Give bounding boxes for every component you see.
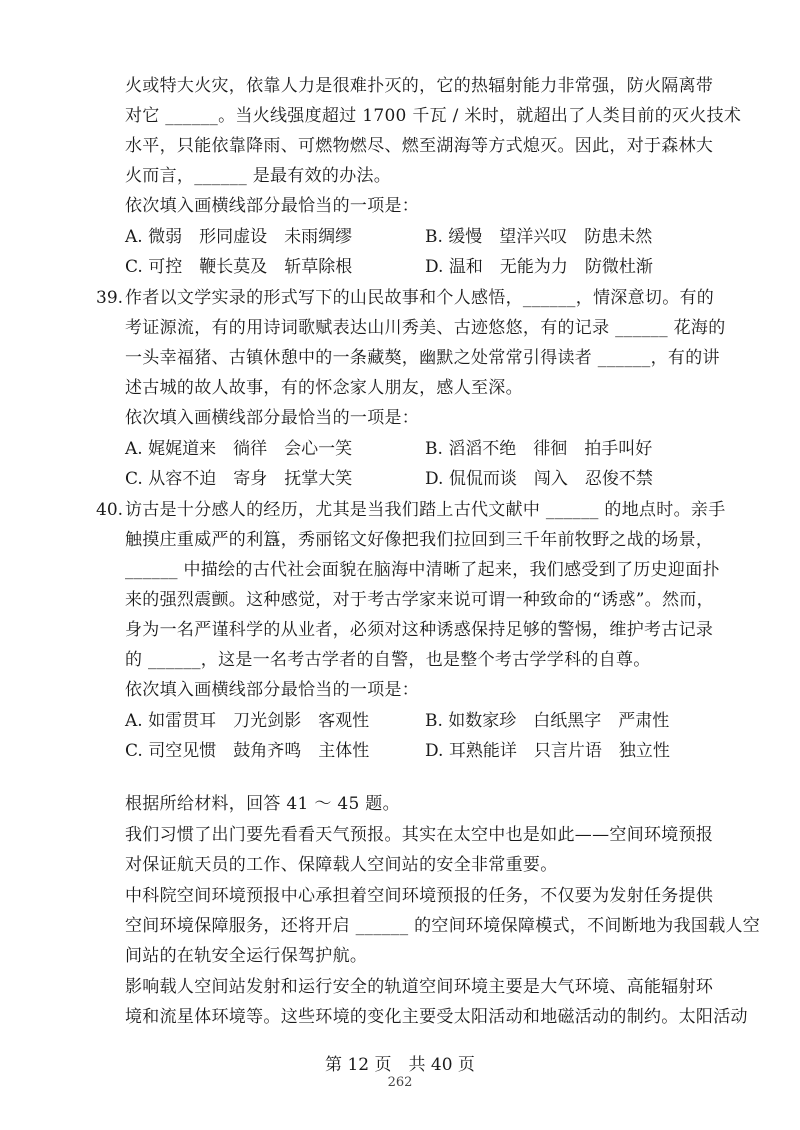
q40-text-line-3: ______ 中描绘的古代社会面貌在脑海中清晰了起来，我们感受到了历史迎面扑 [125, 560, 720, 580]
material-paragraph-1-line-2: 对保证航天员的工作、保障载人空间站的安全非常重要。 [125, 855, 558, 875]
material-paragraph-3-line-2: 境和流星体环境等。这些环境的变化主要受太阳活动和地磁活动的制约。太阳活动 [125, 1007, 748, 1027]
material-paragraph-2-line-3: 间站的在轨安全运行保驾护航。 [125, 946, 368, 966]
q40-option-b: B. 如数家珍 白纸黑字 严肃性 [425, 711, 670, 731]
q40-option-a: A. 如雷贯耳 刀光剑影 客观性 [125, 711, 370, 731]
q38-prompt: 依次填入画横线部分最恰当的一项是： [125, 196, 420, 216]
q39-option-c: C. 从容不迫 寄身 抚掌大笑 [125, 469, 353, 489]
material-paragraph-2-line-2: 空间环境保障服务，还将开启 ______ 的空间环境保障模式，不间断地为我国载人空 [125, 916, 761, 936]
material-paragraph-2-line-1: 中科院空间环境预报中心承担着空间环境预报的任务，不仅要为发射任务提供 [125, 886, 714, 906]
q39-text-line-2: 考证源流，有的用诗词歌赋表达山川秀美、古迹悠悠，有的记录 ______ 花海的 [125, 318, 726, 338]
q40-option-c: C. 司空见惯 鼓角齐鸣 主体性 [125, 741, 370, 761]
q40-text-line-2: 触摸庄重威严的利簋，秀丽铭文好像把我们拉回到三千年前牧野之战的场景， [125, 530, 714, 550]
material-heading: 根据所给材料，回答 41 ～ 45 题。 [125, 794, 400, 814]
q38-text-line-1: 火或特大火灾，依靠人力是很难扑灭的，它的热辐射能力非常强，防火隔离带 [125, 76, 714, 96]
q40-text-line-1: 访古是十分感人的经历，尤其是当我们踏上古代文献中 ______ 的地点时。亲手 [125, 500, 726, 520]
q38-text-line-4: 火而言，______ 是最有效的办法。 [125, 166, 392, 186]
material-paragraph-3-line-1: 影响载人空间站发射和运行安全的轨道空间环境主要是大气环境、高能辐射环 [125, 977, 714, 997]
q39-number: 39. [96, 288, 124, 308]
q39-option-a: A. 娓娓道来 徜徉 会心一笑 [125, 439, 353, 459]
q38-option-c: C. 可控 鞭长莫及 斩草除根 [125, 257, 353, 277]
q38-option-b: B. 缓慢 望洋兴叹 防患未然 [425, 227, 653, 247]
q40-number: 40. [96, 500, 124, 520]
q40-prompt: 依次填入画横线部分最恰当的一项是： [125, 680, 420, 700]
q39-option-b: B. 滔滔不绝 徘徊 拍手叫好 [425, 439, 653, 459]
material-paragraph-1-line-1: 我们习惯了出门要先看看天气预报。其实在太空中也是如此——空间环境预报 [125, 825, 714, 845]
q40-option-d: D. 耳熟能详 只言片语 独立性 [425, 741, 670, 761]
q39-text-line-3: 一头幸福猪、古镇休憩中的一条藏獒，幽默之处常常引得读者 ______，有的讲 [125, 348, 720, 368]
page-number: 262 [387, 1075, 413, 1090]
page-indicator: 第 12 页 共 40 页 [325, 1055, 475, 1075]
q40-text-line-5: 身为一名严谨科学的从业者，必须对这种诱惑保持足够的警惕，维护考古记录 [125, 620, 714, 640]
q38-text-line-2: 对它 ______。当火线强度超过 1700 千瓦 / 米时，就超出了人类目前的灭火技术 [125, 106, 742, 126]
q38-option-a: A. 微弱 形同虚设 未雨绸缪 [125, 227, 353, 247]
q38-option-d: D. 温和 无能为力 防微杜渐 [425, 257, 653, 277]
q39-prompt: 依次填入画横线部分最恰当的一项是： [125, 408, 420, 428]
q39-text-line-1: 作者以文学实录的形式写下的山民故事和个人感悟，______，情深意切。有的 [125, 288, 715, 308]
q40-text-line-6: 的 ______，这是一名考古学者的自警，也是整个考古学学科的自尊。 [125, 650, 651, 670]
q38-text-line-3: 水平，只能依靠降雨、可燃物燃尽、燃至湖海等方式熄灭。因此，对于森林大 [125, 136, 714, 156]
q40-text-line-4: 来的强烈震颤。这种感觉，对于考古学家来说可谓一种致命的“诱惑”。然而， [125, 590, 714, 610]
q39-option-d: D. 侃侃而谈 闯入 忍俊不禁 [425, 469, 653, 489]
q39-text-line-4: 述古城的故人故事，有的怀念家人朋友，感人至深。 [125, 378, 523, 398]
